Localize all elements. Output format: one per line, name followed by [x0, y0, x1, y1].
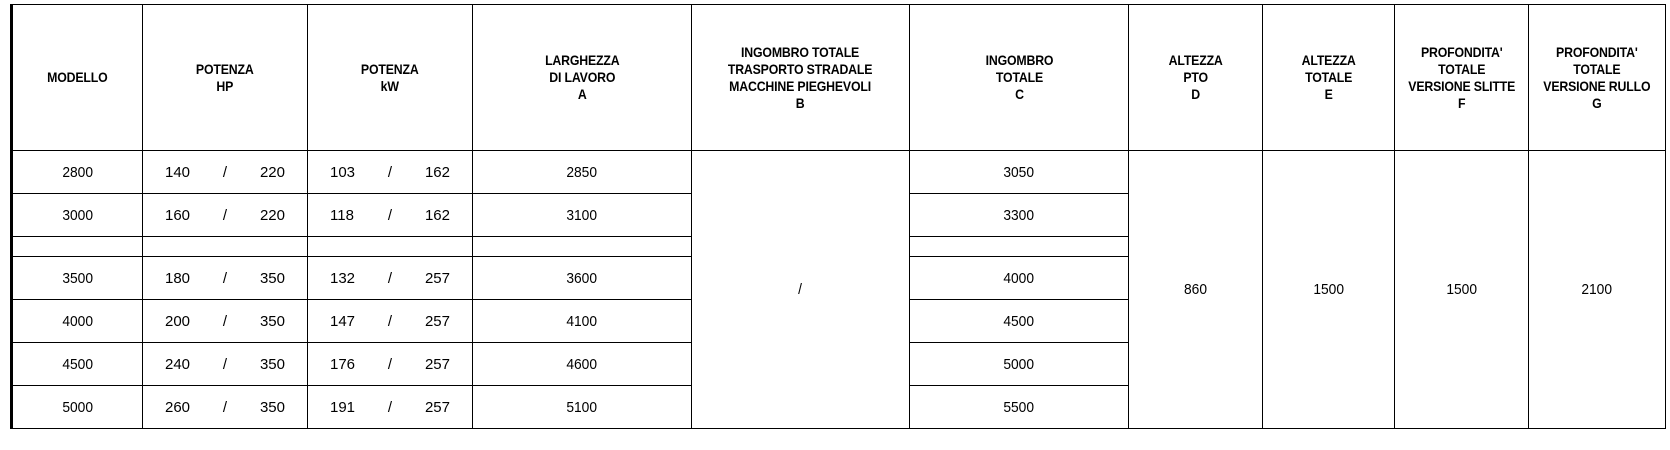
potenza-hp-cell	[143, 194, 308, 237]
hp-min: 240	[165, 355, 191, 373]
hp-min: 180	[165, 269, 191, 287]
ingombro-totale-cell	[910, 257, 1129, 300]
header-modello	[12, 5, 143, 151]
profondita-rullo-cell	[1529, 151, 1666, 429]
modello-value: 3500	[62, 269, 93, 287]
kw-max: 257	[424, 398, 450, 416]
kw-min: 118	[330, 206, 354, 224]
kw-max: 257	[424, 312, 450, 330]
header-potenza-kw	[308, 5, 473, 151]
potenza-kw-cell	[308, 194, 473, 237]
blank-cell	[473, 237, 692, 257]
blank-cell	[910, 237, 1129, 257]
potenza-hp-cell	[143, 300, 308, 343]
hp-max: 350	[259, 312, 285, 330]
hp-max: 350	[259, 269, 285, 287]
profondita-rullo-value: 2100	[1581, 281, 1613, 298]
ingombro-totale-cell	[910, 300, 1129, 343]
larghezza-value: 4600	[566, 355, 598, 373]
blank-cell	[143, 237, 308, 257]
ingombro-totale-value: 4000	[1003, 269, 1035, 287]
kw-max: 257	[424, 355, 450, 373]
modello-cell	[12, 300, 143, 343]
ingombro-totale-value: 5500	[1003, 398, 1035, 416]
larghezza-value: 3600	[566, 269, 598, 287]
modello-value: 3000	[62, 206, 93, 224]
potenza-kw-cell	[308, 151, 473, 194]
larghezza-cell	[473, 300, 692, 343]
modello-value: 4000	[62, 312, 93, 330]
blank-cell	[308, 237, 473, 257]
modello-value: 2800	[62, 163, 93, 181]
modello-cell	[12, 386, 143, 429]
larghezza-cell	[473, 386, 692, 429]
hp-separator: /	[222, 398, 228, 416]
kw-separator: /	[387, 398, 393, 416]
header-potenza-kw-label: POTENZA kW	[361, 60, 419, 94]
kw-separator: /	[387, 163, 393, 181]
header-larghezza-label: LARGHEZZA DI LAVORO A	[544, 52, 620, 102]
header-profondita-rullo-label: PROFONDITA' TOTALE VERSIONE RULLO G	[1543, 43, 1651, 111]
larghezza-cell	[473, 194, 692, 237]
potenza-hp-cell	[143, 151, 308, 194]
header-ingombro-totale	[910, 5, 1129, 151]
hp-min: 160	[165, 206, 191, 224]
larghezza-cell	[473, 257, 692, 300]
potenza-kw-cell	[308, 257, 473, 300]
header-row	[12, 5, 1666, 151]
header-ingombro-trasporto-label: INGOMBRO TOTALE TRASPORTO STRADALE MACCHINE PIEGHEVOLI B	[728, 43, 873, 111]
potenza-kw-cell	[308, 386, 473, 429]
ingombro-totale-cell	[910, 386, 1129, 429]
header-larghezza	[473, 5, 692, 151]
header-profondita-slitte	[1395, 5, 1529, 151]
ingombro-totale-value: 3050	[1003, 163, 1035, 181]
altezza-totale-value: 1500	[1313, 281, 1344, 298]
hp-min: 140	[165, 163, 191, 181]
kw-separator: /	[387, 355, 393, 373]
kw-separator: /	[387, 269, 393, 287]
ingombro-totale-value: 4500	[1003, 312, 1035, 330]
spec-table	[10, 4, 1666, 429]
header-potenza-hp-label: POTENZA HP	[196, 60, 254, 94]
kw-max: 162	[424, 206, 450, 224]
larghezza-cell	[473, 343, 692, 386]
modello-value: 5000	[62, 398, 93, 416]
header-ingombro-totale-label: INGOMBRO TOTALE C	[985, 52, 1053, 102]
header-altezza-totale	[1263, 5, 1395, 151]
potenza-hp-cell	[143, 386, 308, 429]
altezza-totale-cell	[1263, 151, 1395, 429]
hp-max: 220	[259, 163, 285, 181]
larghezza-value: 4100	[566, 312, 598, 330]
header-ingombro-trasporto	[692, 5, 910, 151]
ingombro-totale-cell	[910, 194, 1129, 237]
header-profondita-rullo	[1529, 5, 1666, 151]
profondita-slitte-cell	[1395, 151, 1529, 429]
potenza-kw-cell	[308, 300, 473, 343]
ingombro-trasporto-cell	[692, 151, 910, 429]
modello-value: 4500	[62, 355, 93, 373]
altezza-pto-cell	[1129, 151, 1263, 429]
header-altezza-pto-label: ALTEZZA PTO D	[1168, 52, 1223, 102]
kw-max: 162	[424, 163, 450, 181]
ingombro-trasporto-value: /	[798, 281, 803, 298]
kw-max: 257	[424, 269, 450, 287]
header-profondita-slitte-label: PROFONDITA' TOTALE VERSIONE SLITTE F	[1408, 43, 1515, 111]
hp-separator: /	[222, 163, 228, 181]
kw-separator: /	[387, 312, 393, 330]
ingombro-totale-cell	[910, 151, 1129, 194]
larghezza-value: 5100	[566, 398, 598, 416]
header-potenza-hp	[143, 5, 308, 151]
larghezza-cell	[473, 151, 692, 194]
hp-max: 350	[259, 398, 285, 416]
modello-cell	[12, 343, 143, 386]
kw-min: 132	[330, 269, 356, 287]
ingombro-totale-value: 5000	[1003, 355, 1035, 373]
modello-cell	[12, 257, 143, 300]
profondita-slitte-value: 1500	[1446, 281, 1477, 298]
header-modello-label: MODELLO	[47, 69, 108, 85]
hp-max: 350	[259, 355, 285, 373]
potenza-hp-cell	[143, 257, 308, 300]
hp-separator: /	[222, 312, 228, 330]
kw-min: 176	[330, 355, 356, 373]
potenza-kw-cell	[308, 343, 473, 386]
hp-max: 220	[259, 206, 285, 224]
kw-min: 147	[330, 312, 356, 330]
modello-cell	[12, 194, 143, 237]
potenza-hp-cell	[143, 343, 308, 386]
altezza-pto-value: 860	[1183, 281, 1208, 298]
larghezza-value: 3100	[566, 206, 598, 224]
blank-cell	[12, 237, 143, 257]
kw-min: 103	[330, 163, 356, 181]
larghezza-value: 2850	[566, 163, 598, 181]
hp-min: 260	[165, 398, 191, 416]
kw-min: 191	[330, 398, 356, 416]
hp-min: 200	[165, 312, 191, 330]
hp-separator: /	[222, 355, 228, 373]
hp-separator: /	[222, 206, 228, 224]
hp-separator: /	[222, 269, 228, 287]
kw-separator: /	[387, 206, 393, 224]
header-altezza-pto	[1129, 5, 1263, 151]
ingombro-totale-value: 3300	[1003, 206, 1035, 224]
ingombro-totale-cell	[910, 343, 1129, 386]
header-altezza-totale-label: ALTEZZA TOTALE E	[1301, 52, 1356, 102]
table-row	[12, 151, 1666, 194]
modello-cell	[12, 151, 143, 194]
